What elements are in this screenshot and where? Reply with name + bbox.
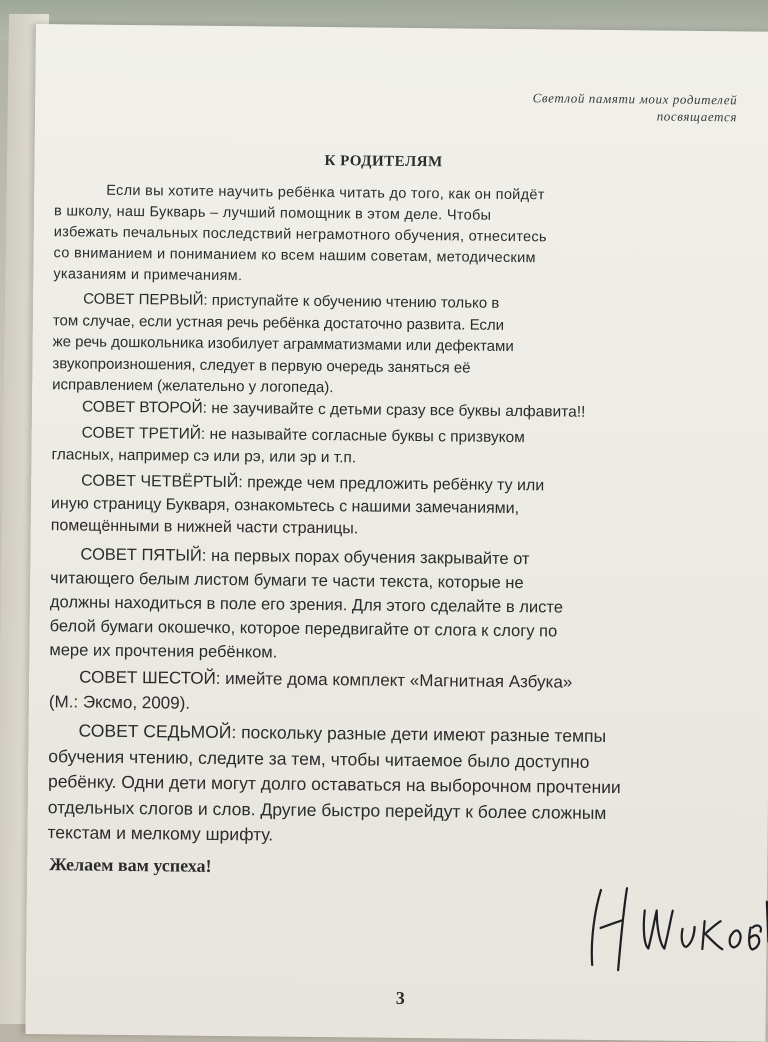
text-line: читающего белым листом бумаги те части текста, которые не bbox=[50, 569, 524, 593]
dedication-line: Светлой памяти моих родителей bbox=[532, 90, 738, 108]
text-line: иную страницу Букваря, ознакомьтесь с нашими замечаниями, bbox=[50, 494, 520, 517]
advice-text: не называйте согласные буквы с призвуком bbox=[209, 425, 525, 447]
page-heading: К РОДИТЕЛЯМ bbox=[324, 153, 443, 171]
advice-title: СОВЕТ ПЕРВЫЙ: bbox=[83, 290, 208, 309]
text-line: избежать печальных последствий неграмотного обучения, отнеситесь bbox=[53, 224, 547, 246]
advice-paragraph-1 bbox=[52, 288, 768, 403]
text-line: мере их прочтения ребёнком. bbox=[49, 641, 278, 662]
advice-paragraph-6 bbox=[49, 664, 765, 721]
advice-text: прежде чем предложить ребёнку ту или bbox=[247, 474, 545, 495]
advice-title: СОВЕТ СЕДЬМОЙ: bbox=[78, 720, 237, 743]
text-line: исправлением (желательно у логопеда). bbox=[52, 376, 334, 397]
intro-paragraph bbox=[53, 180, 768, 292]
text-line: белой бумаги окошечко, которое передвигайте от слога к слогу по bbox=[49, 617, 558, 641]
text-line: в школу, наш Букварь – лучший помощник в этом деле. Чтобы bbox=[53, 203, 492, 224]
advice-text: не заучивайте с детьми сразу все буквы алфавита!! bbox=[211, 399, 586, 421]
advice-title: СОВЕТ ВТОРОЙ: bbox=[81, 398, 208, 417]
handwritten-signature bbox=[582, 870, 768, 982]
advice-title: СОВЕТ ТРЕТИЙ: bbox=[81, 424, 206, 443]
dedication-line: посвящается bbox=[656, 108, 738, 125]
text-line: же речь дошкольника изобилует аграмматизмами или дефектами bbox=[52, 333, 514, 356]
text-line: помещёнными в нижней части страницы. bbox=[50, 517, 359, 538]
advice-text: приступайте к обучению чтению только в bbox=[211, 291, 500, 312]
text-line: том случае, если устная речь ребёнка достаточно развита. Если bbox=[52, 311, 505, 334]
text-line: Если вы хотите научить ребёнка читать до того, как он пойдёт bbox=[106, 182, 545, 204]
text-line: (М.: Эксмо, 2009). bbox=[48, 692, 191, 713]
advice-text: на первых порах обучения закрывайте от bbox=[210, 546, 530, 569]
advice-title: СОВЕТ ШЕСТОЙ: bbox=[79, 667, 221, 688]
dedication bbox=[532, 89, 737, 125]
text-line: обучения чтению, следите за тем, чтобы читаемое было доступно bbox=[48, 745, 590, 772]
advice-paragraph-5 bbox=[49, 542, 766, 669]
text-line: должны находиться в поле его зрения. Для этого сделайте в листе bbox=[49, 593, 564, 617]
page-number: 3 bbox=[395, 987, 405, 1008]
text-line: текстам и мелкому шрифту. bbox=[47, 822, 274, 845]
advice-paragraph-7 bbox=[47, 718, 764, 853]
text-line: со вниманием и пониманием ко всем нашим советам, методическим bbox=[53, 245, 536, 267]
closing-wish: Желаем вам успеха! bbox=[49, 854, 212, 876]
advice-text: имейте дома комплект «Магнитная Азбука» bbox=[225, 669, 573, 692]
text-line: указаниям и примечаниям. bbox=[53, 266, 243, 285]
text-line: звукопроизношения, следует в первую очередь заняться её bbox=[52, 354, 471, 377]
text-line: ребёнку. Одни дети могут долго оставаться на выборочном прочтении bbox=[47, 771, 621, 798]
advice-title: СОВЕТ ПЯТЫЙ: bbox=[80, 545, 207, 565]
book-page bbox=[25, 24, 768, 1042]
text-line: отдельных слогов и слов. Другие быстро перейдут к более сложным bbox=[47, 796, 607, 823]
advice-paragraph-4 bbox=[51, 470, 768, 545]
text-line: гласных, например сэ или рэ, или эр и т.п. bbox=[51, 446, 357, 467]
advice-text: поскольку разные дети имеют разные темпы bbox=[241, 722, 607, 747]
advice-title: СОВЕТ ЧЕТВЁРТЫЙ: bbox=[81, 472, 243, 492]
advice-paragraph-3 bbox=[51, 422, 767, 473]
